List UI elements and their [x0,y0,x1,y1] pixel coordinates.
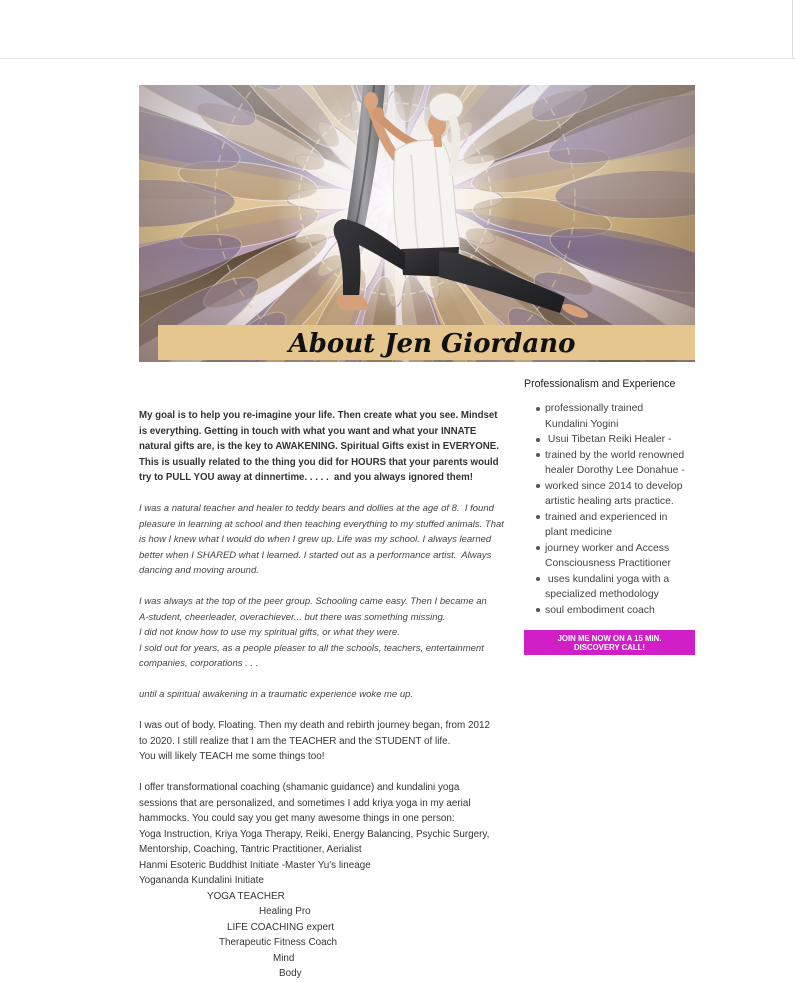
offerings-paragraph [139,780,511,889]
title-line: Mind [273,952,295,964]
rebirth-line: to 2020. I still realize that I am the TEACHER and the STUDENT of life. [139,735,451,747]
rebirth-line: You will likely TEACH me some things too! [139,751,325,762]
school-line: A-student, cheerleader, overachiever... but there was something missing. [139,611,446,623]
experience-item [536,572,687,603]
experience-item [536,401,687,432]
experience-item-text: trained by the world renowned healer Dorothy Lee Donahue - [545,449,688,476]
offerings-line: Yoga Instruction, Kriya Yoga Therapy, Reiki, Energy Balancing, Psychic Surgery, [139,828,490,840]
hero-illustration [139,85,695,362]
offerings-line: Yogananda Kundalini Initiate [139,875,264,886]
childhood-line: I was a natural teacher and healer to teddy bears and dollies at the age of 8. I found [139,503,494,514]
experience-item [536,541,687,572]
bullet-icon [536,608,540,612]
experience-list [536,401,687,618]
offerings-line: Hanmi Esoteric Buddhist Initiate -Master Yu's lineage [139,859,371,871]
intro-line: This is usually related to the thing you did for HOURS that your parents would [139,456,499,468]
school-line: I did not know how to use my spiritual gifts, or what they were. [139,627,400,638]
awakening-line: until a spiritual awakening in a traumatic experience woke me up. [139,689,414,700]
intro-paragraph [139,408,511,486]
bullet-icon [536,438,540,442]
experience-item-text: Usui Tibetan Reiki Healer - [545,434,672,445]
experience-item [536,479,687,510]
site-header [0,0,796,59]
childhood-line: better when I SHARED what I learned. I started out as a performance artist. Always [139,549,492,561]
intro-line: My goal is to help you re-imagine your life. Then create what you see. Mindset [139,410,498,421]
experience-item-text: trained and experienced in plant medicine [545,511,671,538]
experience-item [536,448,687,479]
bullet-icon [536,453,540,457]
offerings-line: I offer transformational coaching (shamanic guidance) and kundalini yoga [139,782,460,793]
header-edge-divider [792,0,793,58]
bullet-icon [536,484,540,488]
awakening-paragraph [139,687,511,703]
experience-item [536,603,687,619]
childhood-line: pleasure in learning at school and then teaching everything to my stuffed animals. That [139,518,504,530]
offerings-line: sessions that are personalized, and sometimes I add kriya yoga in my aerial [139,797,471,809]
rebirth-line: I was out of body. Floating. Then my death and rebirth journey began, from 2012 [139,720,490,731]
school-line: companies, corporations . . . [139,658,259,669]
offerings-line: hammocks. You could say you get many awesome things in one person: [139,813,455,824]
intro-line: natural gifts are, is the key to AWAKENING. Spiritual Gifts exist in EVERYONE. [139,441,499,452]
title-line: Therapeutic Fitness Coach [219,937,338,948]
childhood-line: is how I knew what I would do when I grew up. Life was my school. I always learned [139,534,492,545]
hand [372,107,384,121]
hero-banner-title: About Jen Giordano [288,329,576,359]
title-line: Body [279,968,302,979]
titles-list [139,889,511,982]
sidebar-heading: Professionalism and Experience [524,378,676,390]
bullet-icon [536,515,540,519]
discovery-call-button[interactable]: JOIN ME NOW ON A 15 MIN. DISCOVERY CALL! [524,630,695,655]
title-line: LIFE COACHING expert [227,921,335,933]
title-line: YOGA TEACHER [207,890,285,902]
school-line: I was always at the top of the peer group. Schooling came easy. Then I became an [139,596,487,607]
offerings-line: Mentorship, Coaching, Tantric Practitioner, Aerialist [139,844,362,855]
experience-item [536,432,687,448]
experience-item [536,510,687,541]
rebirth-paragraph [139,718,511,765]
hero-image [139,85,695,362]
bullet-icon [536,546,540,550]
school-paragraph [139,594,511,672]
headwrap [429,93,463,121]
experience-item-text: uses kundalini yoga with a specialized methodology [545,573,673,600]
bio-column [139,408,511,982]
title-line: Healing Pro [259,906,311,917]
bullet-icon [536,577,540,581]
white-top [393,140,459,263]
intro-line: try to PULL YOU away at dinnertime. . . . . and you always ignored them! [139,472,473,483]
experience-item-text: soul embodiment coach [545,604,655,616]
intro-line: is everything. Getting in touch with what you want and what your INNATE [139,425,477,437]
experience-item-text: journey worker and Access Consciousness Practitioner [545,542,673,569]
childhood-line: dancing and moving around. [139,565,259,576]
experience-item-text: worked since 2014 to develop artistic healing arts practice. [545,480,686,507]
hand [364,92,378,110]
childhood-paragraph [139,501,511,579]
bullet-icon [536,407,540,411]
experience-item-text: professionally trained Kundalini Yogini [545,403,647,430]
school-line: I sold out for years, as a people pleaser to all the schools, teachers, entertainment [139,642,484,654]
